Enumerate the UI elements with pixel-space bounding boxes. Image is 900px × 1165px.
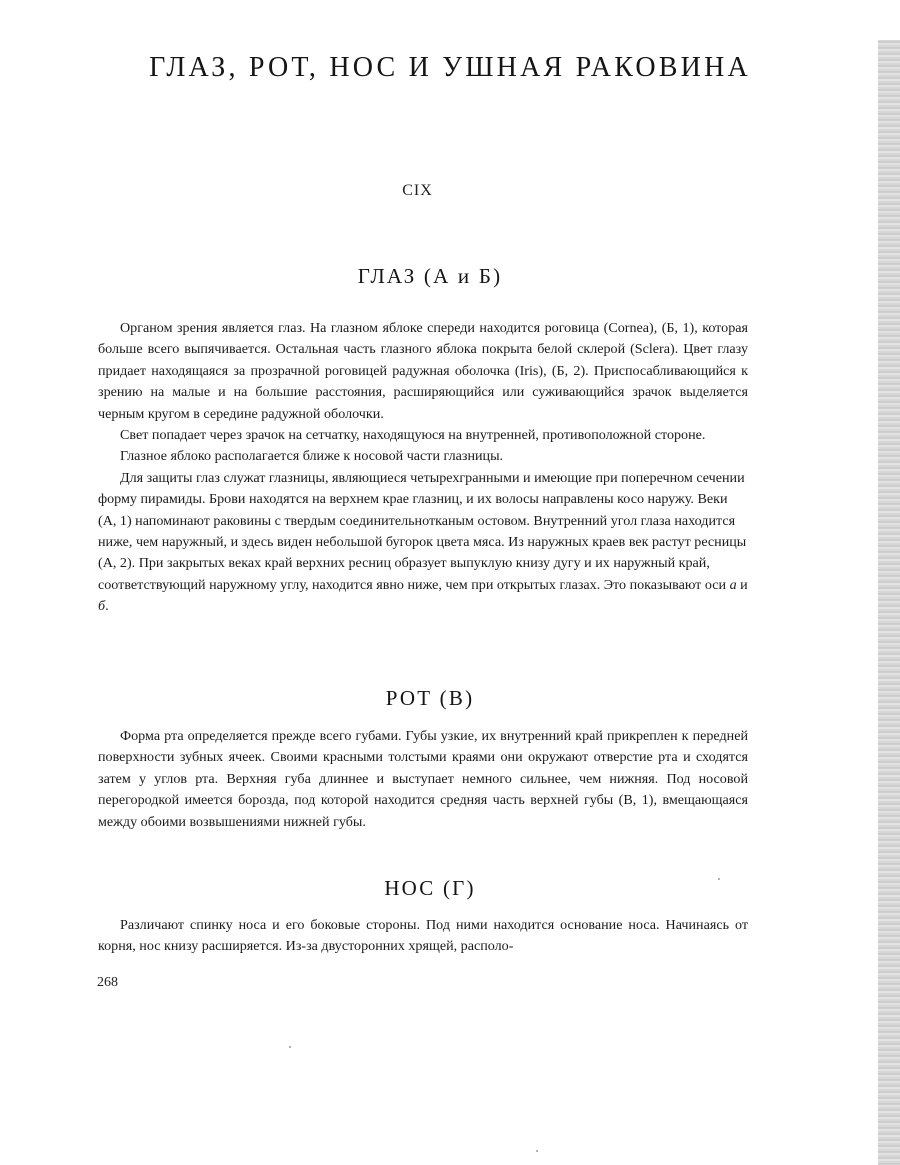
paragraph: Различают спинку носа и его боковые стороны. Под ними находится основание носа. Начинаясь от корня, нос книзу расширяется. Из-за двусторонних хрящей, располо- — [98, 917, 748, 955]
paragraph: Свет попадает через зрачок на сетчатку, находящуюся на внутренней, противоположной стороне. — [120, 427, 706, 444]
axis-label-b: б — [98, 598, 106, 615]
section-text-mouth — [98, 726, 748, 833]
section-number: CIX — [402, 182, 433, 199]
scan-edge-shadow — [878, 40, 900, 1165]
section-text-nose — [98, 915, 748, 958]
paragraph: Глазное яблоко располагается ближе к носовой части глазницы. — [120, 448, 504, 465]
section-text-eye — [98, 318, 748, 618]
chapter-title: ГЛАЗ, РОТ, НОС И УШНАЯ РАКОВИНА — [149, 52, 751, 83]
section-heading-eye: ГЛАЗ (А и Б) — [357, 264, 503, 288]
paragraph: Органом зрения является глаз. На глазном яблоке спереди находится роговица (Cornea), (Б, 1), которая больше всего выпячивается. Остальная часть глазного яблока покрыта белой склерой (Sclera). Цвет глазу придает находящаяся за прозрачной роговицей радужная оболочка (Iris), (Б, 2). Приспосабливающийся к зрению на малые и на большие расстояния, расширяющийся или суживающийся зрачок выделяется черным кругом в середине радужной оболочки. — [98, 320, 748, 422]
axis-label-a: а — [729, 576, 737, 593]
paragraph: Форма рта определяется прежде всего губами. Губы узкие, их внутренний край прикреплен к передней поверхности зубных ячеек. Своими красными толстыми краями они окружают отверстие рта и сходятся затем у углов рта. Верхняя губа длиннее и выступает немного сильнее, чем нижняя. Под носовой перегородкой имеется борозда, под которой находится средняя часть верхней губы (В, 1), вмещающаяся между обоими возвышениями нижней губы. — [98, 728, 748, 830]
scan-speck — [289, 1046, 291, 1048]
conjunction: и — [740, 576, 748, 593]
scan-speck — [536, 1150, 538, 1152]
paragraph-text: Для защиты глаз служат глазницы, являющиеся четырехгранными и имеющие при поперечном сечении форму пирамиды. Брови находятся на верхнем крае глазниц, и их волосы направлены косо наружу. Веки (А, 1) напоминают раковины с твердым соединительнотканым остовом. Внутренний угол глаза находится ниже, чем наружный, и здесь виден небольшой бугорок цвета мяса. Из наружных краев век растут ресницы (А, 2). При закрытых веках край верхних ресниц образует выпуклую книзу дугу и их наружный край, соответствующий наружному углу, находится явно ниже, чем при открытых глазах. Это показывают оси — [98, 469, 747, 593]
page-number: 268 — [97, 975, 118, 990]
period: . — [105, 598, 109, 615]
section-heading-nose: НОС (Г) — [384, 876, 476, 900]
paragraph — [98, 468, 748, 618]
scan-speck — [718, 878, 720, 880]
section-heading-mouth: РОТ (В) — [385, 686, 475, 710]
